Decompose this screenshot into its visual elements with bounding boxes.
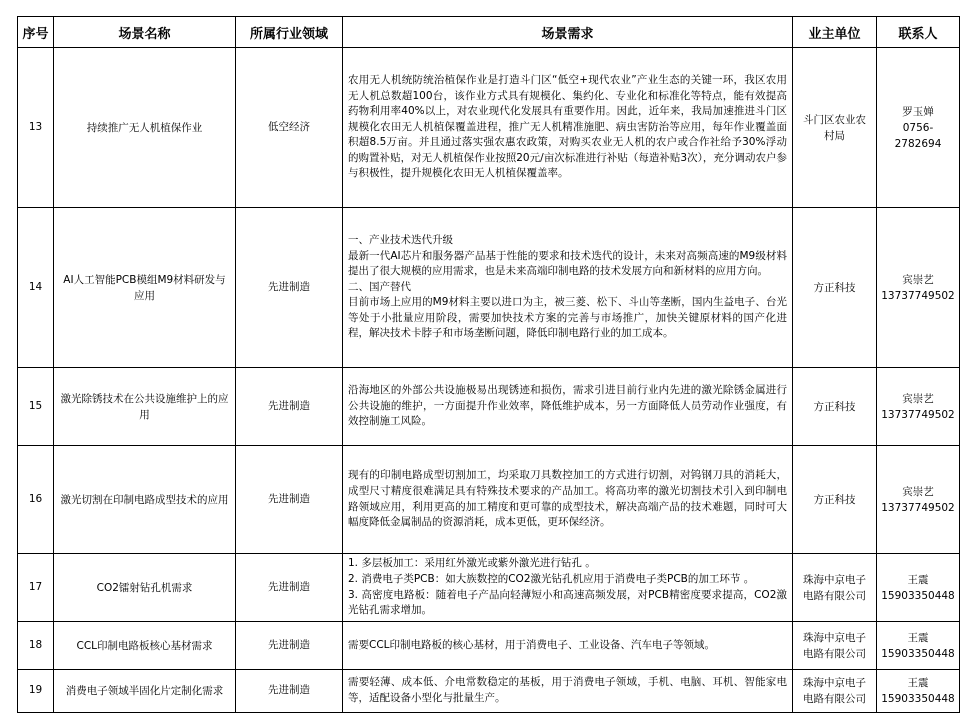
row-owner: 方正科技: [793, 208, 877, 368]
requirement-paragraph: 2. 消费电子类PCB：如大族数控的CO2激光钻孔机应用于消费电子类PCB的加工环节 。: [348, 572, 755, 585]
requirement-paragraph: 沿海地区的外部公共设施极易出现锈迹和损伤，需求引进目前行业内先进的激光除锈金属进行公共设施的维护，一方面提升作业效率，降低维护成本，另一方面降低人员劳动作业强度，有效控制施工风险。: [348, 384, 787, 428]
requirement-paragraph: 1. 多层板加工：采用红外激光或紫外激光进行钻孔 。: [348, 557, 596, 570]
row-owner: 斗门区农业农村局: [793, 48, 877, 208]
requirement-paragraph: 农用无人机统防统治植保作业是打造斗门区“低空+现代农业”产业生态的关键一环，我区农用无人机总数超100台，该作业方式具有规模化、集约化、专业化和标准化等特点，能有效提高药物利用率40%以上，对农业现代化发展具有重要作用。因此，近年来，我局加速推进斗门区规模化农田无人机植保覆盖进程，推广无人机精准施肥、病虫害防治等应用，每年作业覆盖面积超8.5万亩。并且通过落实强农惠农政策，对购买农业无人机的农户或合作社给予30%浮动的购置补贴，对无人机植保作业按照20元/亩次标准进行补贴（每造补贴3次），充分调动农户参与积极性，提升规模化农田无人机植保覆盖率。: [348, 73, 787, 180]
table-row: [18, 446, 960, 554]
table-row: [18, 670, 960, 713]
row-scene-name: 持续推广无人机植保作业: [54, 48, 236, 208]
row-scene-name: 激光切割在印制电路成型技术的应用: [54, 446, 236, 554]
requirement-paragraph: 需要CCL印制电路板的核心基材，用于消费电子、工业设备、汽车电子等领域。: [348, 638, 716, 651]
row-requirement: [343, 368, 793, 446]
contact-name: 王震: [907, 573, 929, 586]
table-row: [18, 554, 960, 622]
row-owner: 方正科技: [793, 446, 877, 554]
row-owner: 方正科技: [793, 368, 877, 446]
row-industry: 先进制造: [236, 446, 343, 554]
row-contact: [877, 48, 960, 208]
contact-phone: 15903350448: [881, 647, 955, 660]
row-scene-name: 消费电子领域半固化片定制化需求: [54, 670, 236, 713]
contact-phone: 15903350448: [881, 693, 955, 705]
row-requirement: [343, 208, 793, 368]
row-industry: 先进制造: [236, 208, 343, 368]
row-owner: 珠海中京电子电路有限公司: [793, 670, 877, 713]
row-contact: [877, 670, 960, 713]
row-num: 13: [18, 48, 54, 208]
requirement-paragraph: 一、产业技术迭代升级: [348, 233, 453, 246]
table-row: [18, 48, 960, 208]
contact-phone: 13737749502: [881, 501, 955, 514]
row-num: 18: [18, 622, 54, 670]
row-num: 17: [18, 554, 54, 622]
row-requirement: [343, 48, 793, 208]
contact-name: 王震: [907, 677, 929, 689]
contact-phone: 13737749502: [881, 408, 955, 421]
row-scene-name: CO2镭射钻孔机需求: [54, 554, 236, 622]
row-contact: [877, 622, 960, 670]
requirement-paragraph: 需要轻薄、成本低、介电常数稳定的基板，用于消费电子领域，手机、电脑、耳机、智能家电等，适配设备小型化与批量生产。: [348, 676, 787, 704]
row-contact: [877, 368, 960, 446]
table-row: [18, 622, 960, 670]
header-requirement: 场景需求: [343, 17, 793, 48]
contact-name: 王震: [907, 631, 929, 644]
requirement-paragraph: 现有的印制电路成型切割加工，均采取刀具数控加工的方式进行切割，对钨钢刀具的消耗大，成型尺寸精度很难满足具有特殊技术要求的产品加工。将高功率的激光切割技术引入到印制电路领域应用，利用更高的加工精度和更可靠的成型技术，解决高端产品的技术难题，同时可大幅度降低金属制品的资源消耗，成本更低，更环保经济。: [348, 469, 787, 529]
row-owner: 珠海中京电子电路有限公司: [793, 622, 877, 670]
contact-phone: 15903350448: [881, 589, 955, 602]
row-owner: 珠海中京电子电路有限公司: [793, 554, 877, 622]
row-industry: 先进制造: [236, 368, 343, 446]
row-requirement: [343, 446, 793, 554]
header-num: 序号: [18, 17, 54, 48]
scenario-table: [17, 16, 960, 713]
requirement-paragraph: 目前市场上应用的M9材料主要以进口为主，被三菱、松下、斗山等垄断，国内生益电子、台光等处于小批量应用阶段，需要加快技术方案的完善与市场推广，加快关键原材料的国产化进程，解决技术卡脖子和市场垄断问题，降低印制电路行业的加工成本。: [348, 296, 787, 340]
row-requirement: [343, 554, 793, 622]
header-contact: 联系人: [877, 17, 960, 48]
row-requirement: [343, 670, 793, 713]
header-owner: 业主单位: [793, 17, 877, 48]
row-num: 19: [18, 670, 54, 713]
requirement-paragraph: 3. 高密度电路板：随着电子产品向轻薄短小和高速高频发展，对PCB精密度要求提高，CO2激光钻孔需求增加。: [348, 588, 787, 617]
row-industry: 先进制造: [236, 670, 343, 713]
row-industry: 低空经济: [236, 48, 343, 208]
row-contact: [877, 554, 960, 622]
table-row: [18, 368, 960, 446]
row-scene-name: CCL印制电路板核心基材需求: [54, 622, 236, 670]
table-row: [18, 208, 960, 368]
row-requirement: [343, 622, 793, 670]
header-name: 场景名称: [54, 17, 236, 48]
header-row: [18, 17, 960, 48]
contact-name: 宾崇艺: [902, 392, 934, 405]
contact-name: 罗玉婵: [902, 105, 934, 118]
row-num: 15: [18, 368, 54, 446]
contact-phone: 13737749502: [881, 289, 955, 302]
row-contact: [877, 446, 960, 554]
row-contact: [877, 208, 960, 368]
header-industry: 所属行业领域: [236, 17, 343, 48]
row-industry: 先进制造: [236, 622, 343, 670]
row-num: 16: [18, 446, 54, 554]
requirement-paragraph: 最新一代AI芯片和服务器产品基于性能的要求和技术迭代的设计，未来对高频高速的M9级材料提出了很大规模的应用需求，也是未来高端印制电路的技术发展方向和新材料的应用方向。: [348, 249, 787, 278]
row-scene-name: AI人工智能PCB模组M9材料研发与应用: [54, 208, 236, 368]
contact-name: 宾崇艺: [902, 485, 934, 498]
contact-phone: 0756-2782694: [894, 121, 942, 150]
contact-name: 宾崇艺: [902, 273, 934, 286]
requirement-paragraph: 二、国产替代: [348, 280, 411, 293]
row-industry: 先进制造: [236, 554, 343, 622]
row-scene-name: 激光除锈技术在公共设施维护上的应用: [54, 368, 236, 446]
row-num: 14: [18, 208, 54, 368]
